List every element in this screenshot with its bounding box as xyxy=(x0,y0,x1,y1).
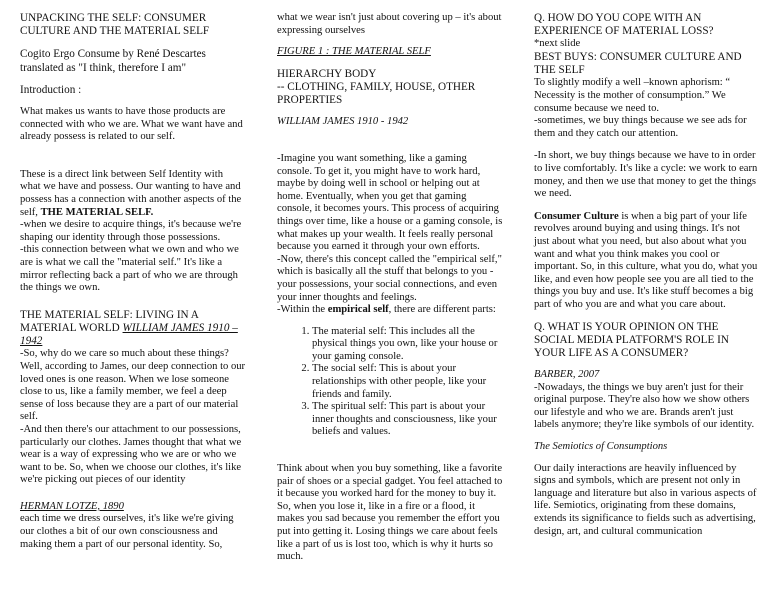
barber-reference: BARBER, 2007 xyxy=(534,369,600,381)
aphorism-paragraph: To slightly modify a well –known aphorism: “ Necessity is the mother of consumption.” We consume because we need to. xyxy=(534,77,731,114)
hierarchy-title: HIERARCHY BODY xyxy=(277,67,377,80)
column-1 xyxy=(20,12,246,551)
james-reference-2: WILLIAM JAMES 1910 - 1942 xyxy=(277,116,409,128)
consumer-culture-paragraph: Consumer Culture is when a big part of your life revolves around buying and using things. It's not just about what you need, but also about what you want and what you think makes you cool or important. So, in this culture, what you do, what you like, and even how people see you are all tied to the things you buy and use. It's like stuff becomes a big part of who you are and what you care about. xyxy=(534,210,758,310)
semiotics-heading: The Semiotics of Consumptions xyxy=(534,441,668,453)
list-item: 1. The material self: This includes all the physical things you own, like your house or your gaming console. xyxy=(312,326,503,364)
next-slide-note: *next slide xyxy=(534,38,581,50)
sometimes-paragraph: -sometimes, we buy things because we see ads for them and they catch our attention. xyxy=(534,115,747,139)
continuation-paragraph: what we wear isn't just about covering up – it's about expressing ourselves xyxy=(277,12,502,36)
semiotics-paragraph: Our daily interactions are heavily influenced by signs and symbols, which are present not only in language and literature but also in various aspects of life. Semiotics, originating from these domains, extends its significance to fields such as advertising, design, art, and cultural communication xyxy=(534,462,757,537)
best-buys-heading: BEST BUYS: CONSUMER CULTURE AND THE SELF xyxy=(534,51,742,77)
attachment-paragraph: -And then there's our attachment to our possessions, particularly our clothes. James thought that what we wear is a way of expressing who we are or who we want to be. So, when we choose our clothes, it's like we're picking out pieces of our identity xyxy=(20,423,242,486)
short-paragraph: -In short, we buy things because we have to in order to live comfortably. It's like a cycle: we work to earn money, and then we use that money to get the things we need. xyxy=(534,150,758,200)
self-parts-list xyxy=(277,326,503,439)
connection-paragraph: -this connection between what we own and who we are is what we call the "material self." It's like a mirror reflecting back a part of who we are through the things we own. xyxy=(20,244,239,294)
list-item: 2. The social self: This is about your relationships with other people, like your friends and family. xyxy=(312,363,503,401)
why-paragraph: -So, why do we care so much about these things? Well, according to James, our deep connection to our loved ones is one reason. When we lose someone close to us, like a family member, we feel a deep sense of loss because they are a part of our material self. xyxy=(20,348,246,423)
imagine-paragraph: -Imagine you want something, like a gaming console. To get it, you might have to work hard, maybe by doing well in school or helping out at home. Eventually, when you get that gaming console, it becomes yours. This process of acquiring things over time, like a house or a gaming console, is what makes up your wealth. It feels really personal because you earned it through your own efforts. xyxy=(277,152,503,253)
consumer-culture-bold: Consumer Culture xyxy=(534,210,619,222)
hierarchy-items: -- CLOTHING, FAMILY, HOUSE, OTHER PROPERTIES xyxy=(277,80,476,107)
list-item: 3. The spiritual self: This part is about your inner thoughts and consciousness, like your beliefs and values. xyxy=(312,401,503,439)
figure-caption: FIGURE 1 : THE MATERIAL SELF xyxy=(277,46,431,58)
link-paragraph: These is a direct link between Self Identity with what we have and possess. Our wanting to have and possess has a connection with another aspects of the self, THE MATERIAL SELF. xyxy=(20,168,242,218)
nowadays-paragraph: -Nowadays, the things we buy aren't just for their original purpose. They're also how we show others our lifestyle and who we are. Brands aren't just labels anymore; they're like symbols of our identity. xyxy=(534,381,755,431)
column-3 xyxy=(534,12,758,538)
cogito-line: Cogito Ergo Consume by René Descartes translated as "I think, therefore I am" xyxy=(20,48,206,74)
james-reference: WILLIAM JAMES 1910 – 1942 xyxy=(20,321,238,348)
introduction-label: Introduction : xyxy=(20,83,82,96)
material-self-bold: THE MATERIAL SELF. xyxy=(40,206,154,218)
empirical-paragraph: -Now, there's this concept called the "empirical self," which is basically all the stuff that belongs to you - your possessions, your social connections, and even your inner thoughts and feelings. xyxy=(277,253,502,303)
question-material-loss: Q. HOW DO YOU COPE WITH AN EXPERIENCE OF MATERIAL LOSS? xyxy=(534,12,714,38)
lotze-paragraph: each time we dress ourselves, it's like we're giving our clothes a bit of our own consciousness and making them a part of our personal identity. So, xyxy=(20,513,234,550)
material-world-heading: THE MATERIAL SELF: LIVING IN A MATERIAL WORLD WILLIAM JAMES 1910 – 1942 xyxy=(20,308,238,348)
desire-paragraph: -when we desire to acquire things, it's because we're shaping our identity through those possessions. xyxy=(20,219,242,243)
lotze-reference: HERMAN LOTZE, 1890 xyxy=(20,500,124,512)
think-paragraph: Think about when you buy something, like a favorite pair of shoes or a special gadget. You feel attached to it because you worked hard for the money to buy it. So, when you lose it, like in a fire or a flood, it makes you sad because you remember the effort you put into getting it. Losing things we care about feels like a part of us is lost too, which is why it hurts so much. xyxy=(277,463,503,563)
empirical-self-bold: empirical self xyxy=(327,304,389,316)
question-social-media: Q. WHAT IS YOUR OPINION ON THE SOCIAL MEDIA PLATFORM'S ROLE IN YOUR LIFE AS A CONSUMER? xyxy=(534,320,729,359)
column-2 xyxy=(277,12,503,564)
document-title: UNPACKING THE SELF: CONSUMER CULTURE AND THE MATERIAL SELF xyxy=(20,12,210,38)
within-paragraph: -Within the empirical self, there are different parts: xyxy=(277,304,496,316)
intro-paragraph: What makes us wants to have those products are connected with who we are. What we want have and already possess is related to our self. xyxy=(20,106,243,143)
